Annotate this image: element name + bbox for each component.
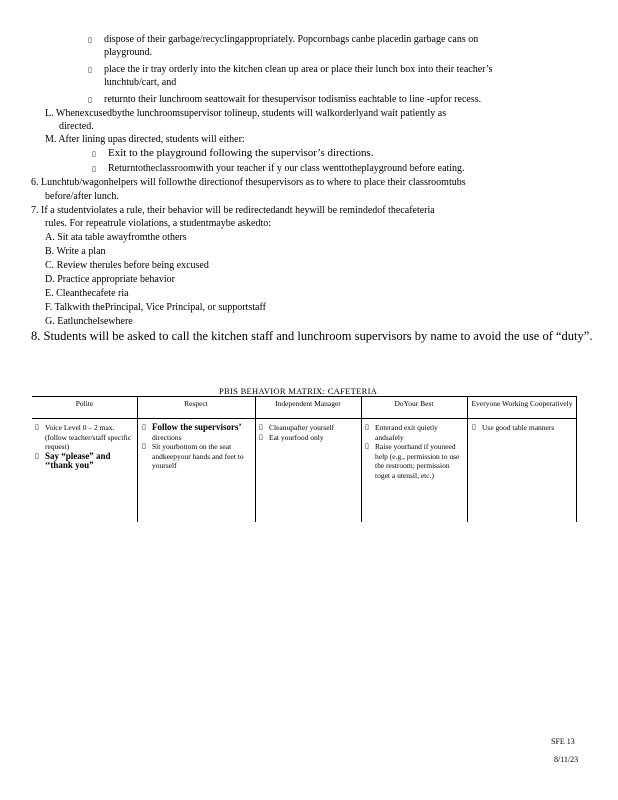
footer-page-code: SFE 13 [551,737,575,746]
checkbox-icon: ▯ [92,165,96,173]
matrix-header-cooperative: Everyone Working Cooperatively [471,399,573,408]
rule-item: returnto their lunchroom seattowait for thesupervisor todismiss eachtable to line -upfor recess. [104,94,482,105]
rule-M-option-1: Exit to the playground following the supervisor’s directions. [108,147,374,159]
rule-item-cont: lunchtub/cart, and [104,77,177,88]
matrix-item: ▯ Enterand exit quietly andsafely [365,423,438,442]
checkbox-icon: ▯ [365,442,369,450]
checkbox-icon: ▯ [88,96,92,104]
matrix-item: ▯ Raise yourhand if youneed help (e.g., permission to use the restroom; permission toget a utensil, etc.) [365,442,460,480]
rule-item: place the ir tray orderly into the kitchen clean up area or place their lunch box into their teacher’s [104,64,493,75]
matrix-item: ▯ Cleanupafter yourself [259,423,335,432]
rule-7: 7. If a studentviolates a rule, their behavior will be redirectedandt heywill be remindedof thecafeteria [31,205,435,216]
checkbox-icon: ▯ [35,451,39,460]
consequence-B: B. Write a plan [45,246,106,257]
consequence-F: F. Talkwith thePrincipal, Vice Principal, or supportstaff [45,302,266,313]
consequence-E: E. Cleanthecafete ria [45,288,129,299]
matrix-cell-respect [142,423,252,471]
matrix-item: ▯ Sit yourbottom on the seat andkeepyour hands and feet to yourself [142,442,244,470]
checkbox-icon: ▯ [365,423,369,431]
matrix-item: ▯ Voice Level 0 – 2 max. (follow teacher/staff specific request) [35,423,132,451]
checkbox-icon: ▯ [142,423,146,431]
rule-L: L. Whenexcusedbythe lunchroomsupervisor tolineup, students will walkorderlyand wait patiently as [45,108,447,119]
matrix-header-respect: Respect [184,399,208,408]
matrix-cell-best [365,423,463,480]
rule-6: 6. Lunchtub/wagonhelpers will followthe directionof thesupervisors as to where to place their classroomtubs [31,177,466,188]
matrix-col-divider [361,396,362,522]
rule-7-cont: rules. For repeatrule violations, a studentmaybe askedto: [45,218,272,229]
matrix-col-divider [255,396,256,522]
checkbox-icon: ▯ [88,36,92,44]
rule-M-option-2: Returntotheclassroomwith your teacher if y our class wenttotheplayground before eating. [108,163,465,174]
rule-M: M. After lining upas directed, students will either: [45,134,245,145]
rule-item-cont: playground. [104,47,153,58]
consequence-G: G. Eatlunchelsewhere [45,316,133,327]
rule-8: 8. Students will be asked to call the kitchen staff and lunchroom supervisors by name to avoid the use of “duty”. [31,329,593,343]
footer-date: 8/11/23 [554,755,579,764]
matrix-cell-independent [259,423,357,442]
matrix-item: ▯ Eat yourfood only [259,432,324,442]
consequence-C: C. Review therules before being excused [45,260,209,271]
matrix-header-best: DoYour Best [394,399,434,408]
checkbox-icon: ▯ [259,423,263,431]
checkbox-icon: ▯ [88,66,92,74]
matrix-cell-cooperative [472,423,572,433]
checkbox-icon: ▯ [472,423,476,431]
rule-6-cont: before/after lunch. [45,191,119,202]
matrix-col-divider [137,396,138,522]
matrix-cell-polite [35,423,133,471]
matrix-right-border [576,396,577,522]
matrix-item: ▯ Use good table manners [472,423,555,432]
checkbox-icon: ▯ [92,150,96,158]
matrix-item: ▯ Follow the supervisors’ directions [142,422,242,442]
matrix-top-border [32,396,577,397]
matrix-header-independent: Independent Manager [275,399,341,408]
rule-L-cont: directed. [59,121,94,132]
matrix-header-polite: Polite [75,399,94,408]
consequence-A: A. Sit ata table awayfromthe others [45,232,187,243]
checkbox-icon: ▯ [35,423,39,431]
rule-item: dispose of their garbage/recyclingappropriately. Popcornbags canbe placedin garbage cans on [104,34,479,45]
matrix-header-divider [32,418,577,419]
checkbox-icon: ▯ [259,432,263,441]
matrix-title: PBIS BEHAVIOR MATRIX: CAFETERIA [219,386,378,396]
matrix-item: ▯ Say “please” and ‘‘thank you” [35,450,111,470]
matrix-col-divider [467,396,468,522]
checkbox-icon: ▯ [142,442,146,450]
consequence-D: D. Practice appropriate behavior [45,274,175,285]
